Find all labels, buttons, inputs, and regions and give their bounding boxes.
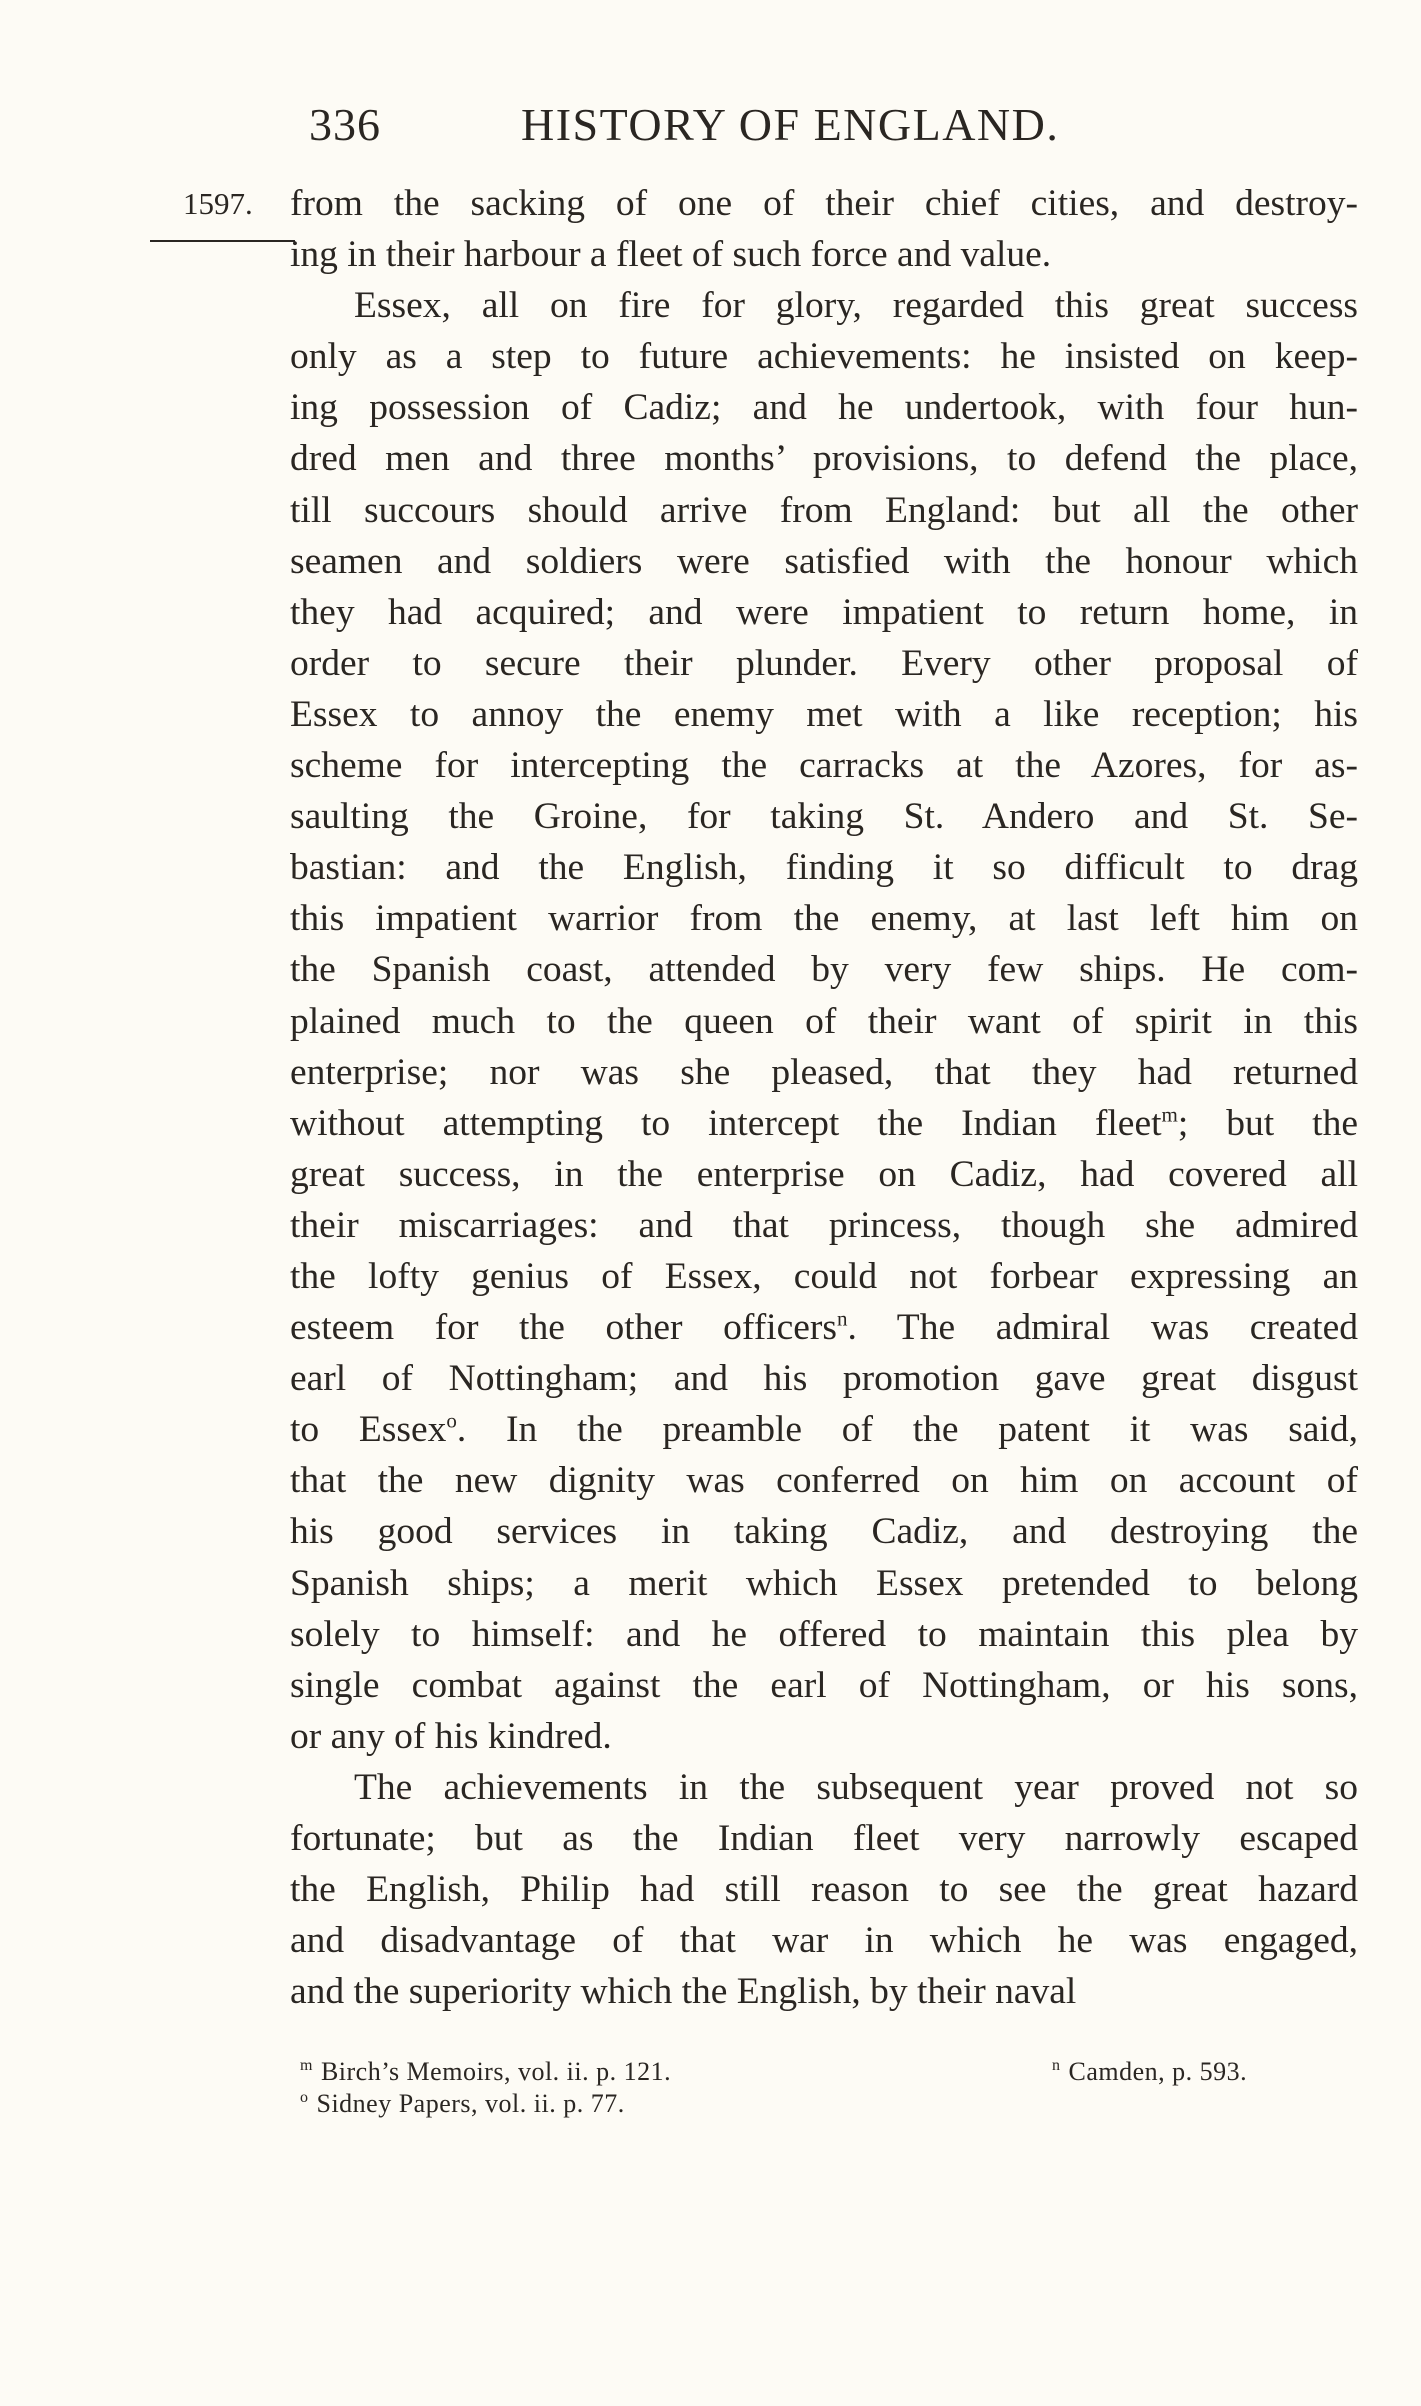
footnote-text: Camden, p. 593. xyxy=(1068,2057,1248,2086)
text-line: plained much to the queen of their want of spirit in this xyxy=(290,1000,1358,1042)
text-line: great success, in the enterprise on Cadiz, had covered all xyxy=(290,1153,1358,1195)
text-line: solely to himself: and he offered to maintain this plea by xyxy=(290,1613,1358,1655)
footnote-n xyxy=(1052,2056,1247,2088)
footnote-o xyxy=(300,2088,625,2120)
text-line: enterprise; nor was she pleased, that they had returned xyxy=(290,1051,1358,1093)
text-line: The achievements in the subsequent year proved not so xyxy=(354,1766,1358,1808)
footnote-reference: o xyxy=(446,1408,457,1433)
footnote-m xyxy=(300,2056,671,2088)
margin-year: 1597. xyxy=(183,186,253,221)
text-line: only as a step to future achievements: he insisted on keep- xyxy=(290,336,1358,378)
text-line: Spanish ships; a merit which Essex pretended to belong xyxy=(290,1562,1358,1604)
text-line: or any of his kindred. xyxy=(290,1715,612,1757)
text-line: his good services in taking Cadiz, and destroying the xyxy=(290,1511,1358,1553)
footnote-mark: n xyxy=(1052,2057,1061,2075)
footnote-text: Birch’s Memoirs, vol. ii. p. 121. xyxy=(320,2057,672,2086)
text-line xyxy=(290,1098,1358,1149)
text-line: this impatient warrior from the enemy, at last left him on xyxy=(290,898,1358,940)
footnote-mark: m xyxy=(300,2057,313,2075)
text-line: Essex, all on fire for glory, regarded this great success xyxy=(354,285,1358,327)
text-line: single combat against the earl of Nottingham, or his sons, xyxy=(290,1664,1358,1706)
text-line xyxy=(290,1302,1358,1353)
text-line xyxy=(290,1404,1358,1455)
text-line: the Spanish coast, attended by very few ships. He com- xyxy=(290,949,1358,991)
text-line: that the new dignity was conferred on him on account of xyxy=(290,1460,1358,1502)
text-line: dred men and three months’ provisions, to defend the place, xyxy=(290,438,1358,480)
text-line: the English, Philip had still reason to see the great hazard xyxy=(290,1869,1358,1911)
text-line: seamen and soldiers were satisfied with the honour which xyxy=(290,540,1358,582)
text-segment: to Essex xyxy=(290,1409,447,1451)
text-line: the lofty genius of Essex, could not forbear expressing an xyxy=(290,1255,1358,1297)
text-segment: . The admiral was created xyxy=(847,1307,1358,1349)
text-line: their miscarriages: and that princess, though she admired xyxy=(290,1204,1358,1246)
text-line: ing possession of Cadiz; and he undertook, with four hun- xyxy=(290,387,1358,429)
text-line: order to secure their plunder. Every other proposal of xyxy=(290,642,1358,684)
text-segment: esteem for the other officers xyxy=(290,1307,837,1349)
footnote-text: Sidney Papers, vol. ii. p. 77. xyxy=(316,2089,625,2118)
text-line: and the superiority which the English, by their naval xyxy=(290,1971,1077,2013)
page-title: HISTORY OF ENGLAND. xyxy=(521,99,1060,150)
footnote-mark: o xyxy=(300,2089,309,2107)
text-line: from the sacking of one of their chief cities, and destroy- xyxy=(290,183,1358,224)
text-line: saulting the Groine, for taking St. Andero and St. Se- xyxy=(290,796,1358,838)
text-line: scheme for intercepting the carracks at the Azores, for as- xyxy=(290,745,1358,787)
page-number: 336 xyxy=(309,99,381,150)
footnote-reference: n xyxy=(836,1306,848,1331)
body-text xyxy=(290,178,1358,2017)
text-line: fortunate; but as the Indian fleet very narrowly escaped xyxy=(290,1818,1358,1859)
text-line: earl of Nottingham; and his promotion gave great disgust xyxy=(290,1358,1358,1400)
text-line: ing in their harbour a fleet of such force and value. xyxy=(290,234,1052,276)
text-line: Essex to annoy the enemy met with a like reception; his xyxy=(290,693,1358,735)
text-line: bastian: and the English, finding it so difficult to drag xyxy=(290,847,1358,889)
margin-rule xyxy=(150,240,295,242)
text-line: they had acquired; and were impatient to return home, in xyxy=(290,591,1358,633)
text-line: till succours should arrive from England: but all the other xyxy=(290,489,1358,531)
text-segment: ; but the xyxy=(1177,1102,1358,1144)
running-head xyxy=(305,98,1145,158)
text-segment: without attempting to intercept the Indian fleet xyxy=(290,1102,1162,1144)
footnote-reference: m xyxy=(1161,1102,1178,1127)
text-line: and disadvantage of that war in which he was engaged, xyxy=(290,1920,1358,1962)
text-segment: . In the preamble of the patent it was said, xyxy=(456,1409,1358,1451)
